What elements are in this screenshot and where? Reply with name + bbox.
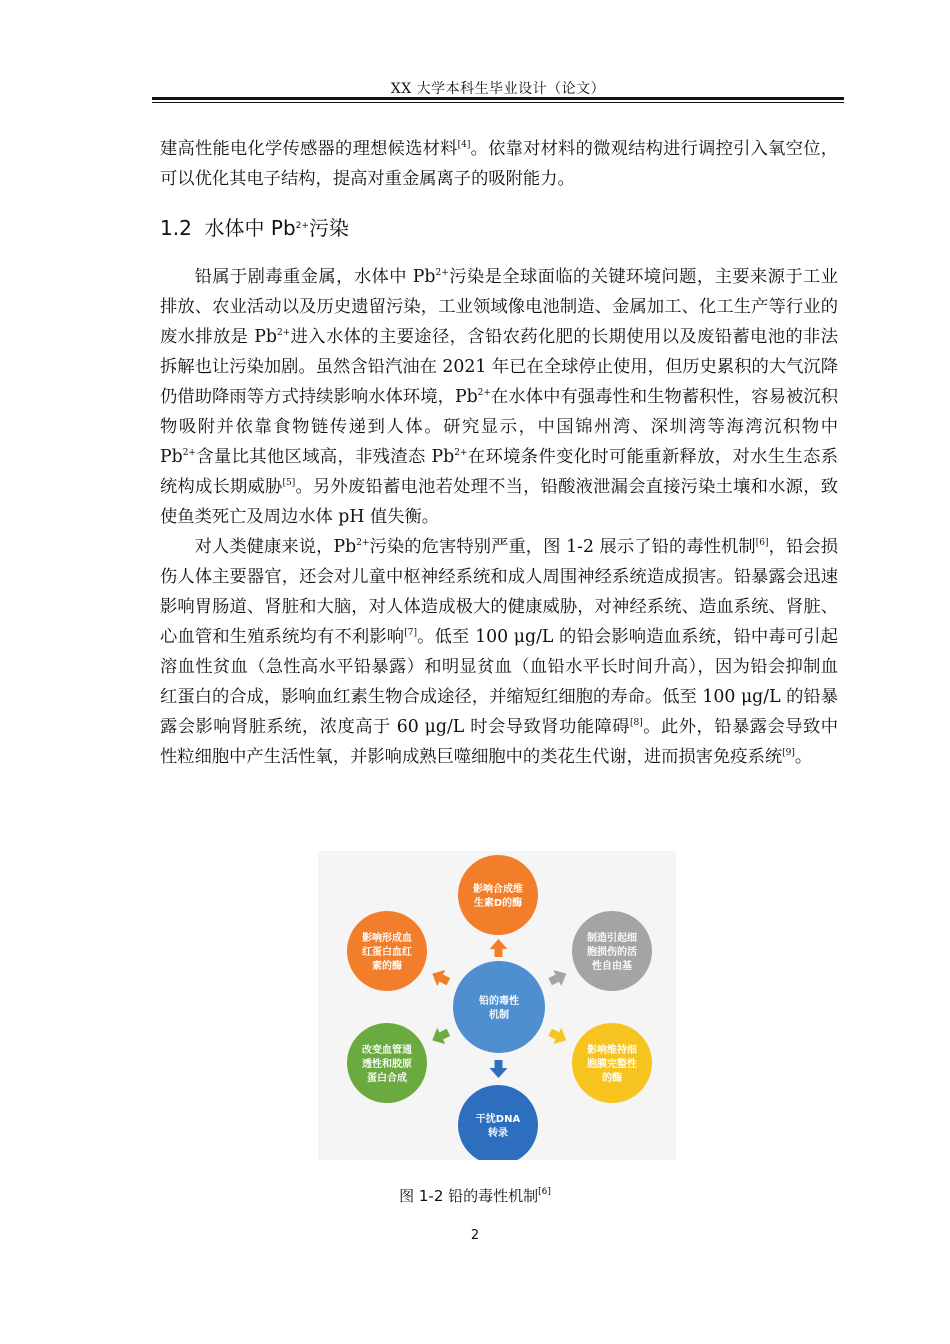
header-rule-thick (152, 97, 844, 100)
paragraph-pollution-sources: 铅属于剧毒重金属，水体中 $Pb^{2+}$污染是全球面临的关键环境问题，主要来源于工业排放、农业活动以及历史遗留污染，工业领域像电池制造、金属加工、化工生产等行业的废水排放是 $Pb^{2+}$进入水体的主要途径，含铅农药化肥的长期使用以及废铅蓄电池的非法拆解也让污染加剧。虽然含铅汽油在 2021 年已在全球停止使用，但历史累积的大气沉降仍借助降雨等方式持续影响水体环境，$Pb^{2+}$在水体中有强毒性和生物蓄积性，容易被沉积物吸附并依靠食物链传递到人体。研究显示，中国锦州湾、深圳湾等海湾沉积物中 $Pb^{2+}$含量比其他区域高，非残渣态 $Pb^{2+}$在环境条件变化时可能重新释放，对水生生态系统构成长期威胁[5]。另外废铅蓄电池若处理不当，铅酸液泄漏会直接污染土壤和水源，致使鱼类死亡及周边水体 pH 值失衡。 (160, 267, 838, 527)
mechanism-node-1 (458, 855, 538, 935)
toxicity-diagram (318, 851, 676, 1160)
mechanism-node-label-3: 影响维持细胞膜完整性的酶 (587, 1045, 637, 1084)
running-header: XX 大学本科生毕业设计（论文） (390, 81, 606, 97)
citation: [9] (782, 748, 795, 758)
center-node (453, 961, 545, 1053)
citation: [4] (457, 140, 471, 150)
arrow-4 (489, 1060, 507, 1078)
citation: [6] (538, 1187, 551, 1197)
mechanism-node-label-4: 干扰DNA 转录 (475, 1114, 521, 1139)
paragraph-health-effects: 对人类健康来说，$Pb^{2+}$污染的危害特别严重，图 1-2 展示了铅的毒性机制[6]，铅会损伤人体主要器官，还会对儿童中枢神经系统和成人周围神经系统造成损害。铅暴露会迅速影响胃肠道、肾脏和大脑，对人体造成极大的健康威胁，对神经系统、造血系统、肾脏、心血管和生殖系统均有不利影响[7]。低至 100 μg/L 的铅会影响造血系统，铅中毒可引起溶血性贫血（急性高水平铅暴露）和明显贫血（血铅水平长时间升高），因为铅会抑制血红蛋白的合成，影响血红素生物合成途径，并缩短红细胞的寿命。低至 100 μg/L 的铅暴露会影响肾脏系统，浓度高于 60 μg/L 时会导致肾功能障碍[8]。此外，铅暴露会导致中性粒细胞中产生活性氧，并影响成熟巨噬细胞中的类花生代谢，进而损害免疫系统[9]。 (160, 537, 838, 767)
header-rule-thin (152, 102, 844, 103)
citation: [5] (282, 478, 296, 488)
citation: [6] (755, 538, 769, 548)
arrow-6 (428, 966, 452, 990)
center-node-label: 铅的毒性机制 (479, 996, 519, 1021)
mechanism-node-label-1: 影响合成维生素D的酶 (473, 884, 523, 909)
citation: [7] (404, 628, 417, 638)
citation: [8] (629, 718, 643, 728)
paragraph-intro: 建高性能电化学传感器的理想候选材料[4]。依靠对材料的微观结构进行调控引入氧空位，可以优化其电子结构，提高对重金属离子的吸附能力。 (160, 139, 838, 189)
arrow-5 (428, 1024, 452, 1048)
arrow-1 (489, 939, 507, 957)
page-body (160, 134, 838, 772)
page-number: 2 (470, 1228, 480, 1243)
figure-lead-toxicity (318, 851, 676, 1160)
section-heading: 1.2 水体中 $Pb^{2+}$污染 (160, 216, 349, 240)
arrow-3 (546, 1024, 570, 1048)
figure-caption: 图 1-2 铅的毒性机制[6] (399, 1187, 551, 1205)
mechanism-node-label-2: 制造引起细胞损伤的活性自由基 (587, 933, 637, 972)
mechanism-node-label-5: 改变血管通透性和胶原蛋白合成 (362, 1045, 412, 1084)
mechanism-node-label-6: 影响形成血红蛋白血红素的酶 (362, 933, 412, 972)
arrow-2 (546, 966, 570, 990)
